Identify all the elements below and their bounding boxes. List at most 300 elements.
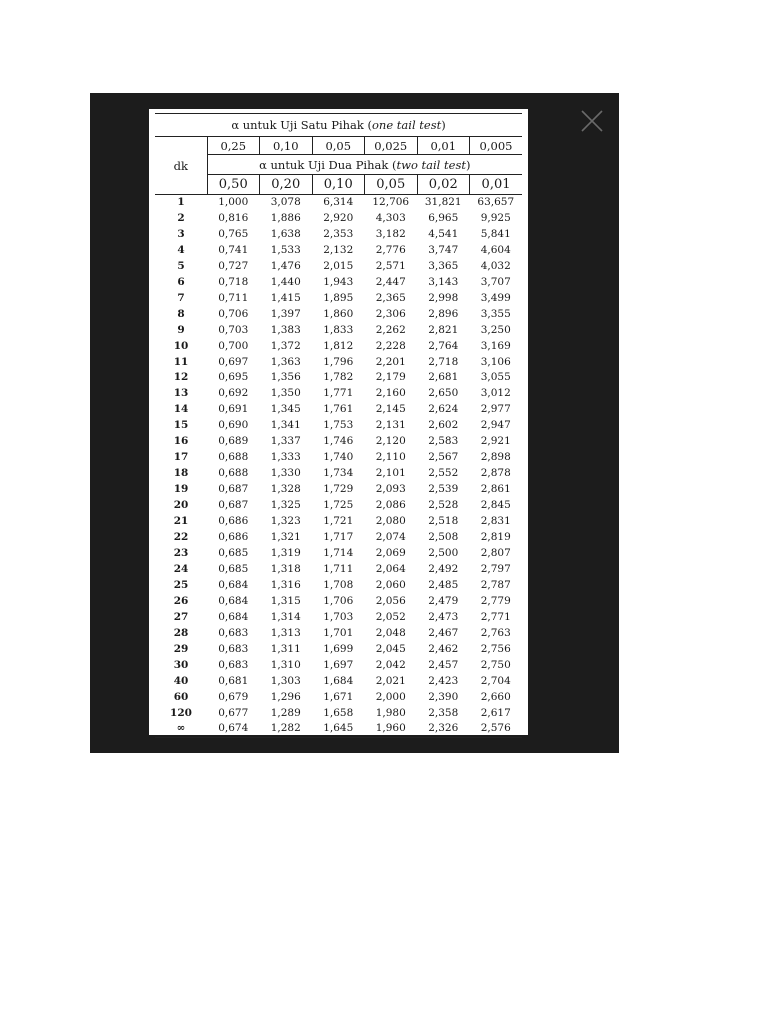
- table-row: [155, 594, 522, 610]
- critical-value: 0,741: [218, 243, 249, 256]
- dk-value: 4: [177, 243, 185, 256]
- two-tail-caption-suffix: ): [465, 157, 471, 172]
- table-row: [155, 690, 522, 706]
- critical-value: 1,311: [270, 642, 301, 655]
- critical-value: 1,980: [375, 706, 406, 719]
- critical-value: 2,080: [375, 515, 406, 528]
- critical-value: 1,363: [270, 355, 301, 368]
- critical-value: 1,330: [270, 467, 301, 480]
- dk-value: 17: [173, 451, 189, 464]
- critical-value: 0,683: [218, 658, 249, 671]
- dk-value: 25: [173, 578, 189, 591]
- critical-value: 2,756: [480, 642, 511, 655]
- dk-value: 20: [173, 499, 189, 512]
- critical-value: 5,841: [480, 227, 511, 240]
- critical-value: 1,282: [260, 721, 313, 737]
- critical-value: 3,078: [270, 196, 301, 208]
- dk-value: 18: [173, 467, 189, 480]
- table-row: [155, 450, 522, 466]
- critical-value: 1,356: [270, 371, 301, 384]
- critical-value: 2,086: [375, 499, 406, 512]
- dk-value: 22: [173, 531, 189, 544]
- critical-value: 3,747: [428, 243, 459, 256]
- t-table-image: [149, 109, 528, 735]
- critical-value: 2,492: [428, 562, 459, 575]
- critical-value: 1,337: [270, 435, 301, 448]
- critical-value: 2,807: [480, 546, 511, 559]
- critical-value: 1,333: [270, 451, 301, 464]
- critical-value: 1,796: [323, 355, 354, 368]
- critical-value: 12,706: [372, 196, 410, 208]
- critical-value: 2,052: [375, 610, 406, 623]
- critical-value: 3,499: [480, 291, 511, 304]
- critical-value: 2,228: [375, 339, 406, 352]
- critical-value: 1,350: [270, 387, 301, 400]
- dk-header: dk: [155, 137, 207, 195]
- critical-value: 2,021: [375, 674, 406, 687]
- critical-value: 2,779: [480, 594, 511, 607]
- critical-value: 2,015: [323, 259, 354, 272]
- table-row: [155, 243, 522, 259]
- table-row: [155, 674, 522, 690]
- dk-value: 3: [177, 227, 185, 240]
- critical-value: 2,358: [428, 706, 459, 719]
- critical-value: 0,690: [218, 419, 249, 432]
- one-tail-alpha: 0,25: [207, 137, 260, 155]
- critical-value: 1,318: [270, 562, 301, 575]
- critical-value: 2,093: [375, 483, 406, 496]
- critical-value: 1,476: [270, 259, 301, 272]
- critical-value: 1,701: [323, 626, 354, 639]
- critical-value: 1,717: [323, 531, 354, 544]
- table-row: [155, 402, 522, 418]
- critical-value: 0,687: [218, 499, 249, 512]
- critical-value: 0,689: [218, 435, 249, 448]
- one-tail-caption: [155, 114, 522, 137]
- critical-value: 2,650: [428, 387, 459, 400]
- critical-value: 2,528: [428, 499, 459, 512]
- critical-value: 0,711: [218, 291, 249, 304]
- critical-value: 2,145: [375, 403, 406, 416]
- two-tail-caption-row: [155, 155, 522, 175]
- critical-value: 1,740: [323, 451, 354, 464]
- critical-value: 3,250: [480, 323, 511, 336]
- two-tail-caption-text: α untuk Uji Dua Pihak (: [259, 157, 397, 172]
- dk-value: 2: [177, 211, 185, 224]
- critical-value: 1,310: [270, 658, 301, 671]
- two-tail-alpha-row: [155, 175, 522, 195]
- dk-value: 40: [173, 674, 189, 687]
- critical-value: 2,447: [375, 275, 406, 288]
- critical-value: 1,314: [270, 610, 301, 623]
- critical-value: 6,965: [428, 211, 459, 224]
- critical-value: 2,131: [375, 419, 406, 432]
- critical-value: 2,262: [375, 323, 406, 336]
- table-row: [155, 195, 522, 211]
- critical-value: 2,120: [375, 435, 406, 448]
- critical-value: 2,467: [428, 626, 459, 639]
- critical-value: 2,718: [428, 355, 459, 368]
- critical-value: 4,032: [480, 259, 511, 272]
- table-row: [155, 482, 522, 498]
- critical-value: 1,753: [323, 419, 354, 432]
- critical-value: 1,533: [270, 243, 301, 256]
- table-row: [155, 355, 522, 371]
- critical-value: 1,415: [270, 291, 301, 304]
- critical-value: 2,896: [428, 307, 459, 320]
- critical-value: 0,685: [218, 546, 249, 559]
- critical-value: 1,699: [323, 642, 354, 655]
- critical-value: 0,681: [218, 674, 249, 687]
- critical-value: 2,977: [480, 403, 511, 416]
- critical-value: 1,711: [323, 562, 354, 575]
- two-tail-alpha: 0,50: [207, 175, 260, 195]
- critical-value: 1,645: [312, 721, 365, 737]
- critical-value: 2,048: [375, 626, 406, 639]
- table-row: [155, 578, 522, 594]
- critical-value: 3,365: [428, 259, 459, 272]
- dk-value: 6: [177, 275, 185, 288]
- dk-value: 15: [173, 419, 189, 432]
- dk-value: 9: [177, 323, 185, 336]
- critical-value: 2,485: [428, 578, 459, 591]
- critical-value: 2,479: [428, 594, 459, 607]
- table-row: [155, 275, 522, 291]
- table-row: [155, 339, 522, 355]
- critical-value: 1,383: [270, 323, 301, 336]
- table-row: [155, 610, 522, 626]
- critical-value: 2,000: [375, 690, 406, 703]
- dk-value: 1: [177, 196, 185, 208]
- two-tail-alpha: 0,01: [470, 175, 523, 195]
- close-icon: [578, 107, 606, 135]
- dk-value: 19: [173, 483, 189, 496]
- critical-value: 1,697: [323, 658, 354, 671]
- critical-value: 1,289: [270, 706, 301, 719]
- critical-value: 2,617: [480, 706, 511, 719]
- critical-value: 3,182: [375, 227, 406, 240]
- table-row: [155, 626, 522, 642]
- two-tail-alpha: 0,05: [365, 175, 418, 195]
- critical-value: 2,110: [375, 451, 406, 464]
- critical-value: 2,390: [428, 690, 459, 703]
- critical-value: 0,703: [218, 323, 249, 336]
- critical-value: 0,687: [218, 483, 249, 496]
- critical-value: 2,064: [375, 562, 406, 575]
- dk-value: 30: [173, 658, 189, 671]
- table-row: [155, 418, 522, 434]
- critical-value: 1,886: [270, 211, 301, 224]
- critical-value: 0,765: [218, 227, 249, 240]
- critical-value: 1,833: [323, 323, 354, 336]
- two-tail-caption-italic: two tail test: [396, 157, 466, 172]
- dk-value: 23: [173, 546, 189, 559]
- critical-value: 2,819: [480, 531, 511, 544]
- critical-value: 0,684: [218, 594, 249, 607]
- critical-value: 2,060: [375, 578, 406, 591]
- critical-value: 1,960: [365, 721, 418, 737]
- table-row: [155, 227, 522, 243]
- critical-value: 3,169: [480, 339, 511, 352]
- critical-value: 1,328: [270, 483, 301, 496]
- dk-value: 13: [173, 387, 189, 400]
- critical-value: 0,683: [218, 626, 249, 639]
- table-body: [155, 195, 522, 738]
- critical-value: 2,771: [480, 610, 511, 623]
- critical-value: 2,457: [428, 658, 459, 671]
- critical-value: 0,686: [218, 531, 249, 544]
- critical-value: 0,677: [218, 706, 249, 719]
- critical-value: 0,718: [218, 275, 249, 288]
- table-row: [155, 514, 522, 530]
- dk-value: 16: [173, 435, 189, 448]
- critical-value: 1,323: [270, 515, 301, 528]
- dk-value: 7: [177, 291, 185, 304]
- critical-value: 0,688: [218, 451, 249, 464]
- one-tail-caption-text: α untuk Uji Satu Pihak (: [231, 118, 372, 132]
- table-row: [155, 466, 522, 482]
- critical-value: 2,821: [428, 323, 459, 336]
- dk-value: 120: [170, 706, 192, 719]
- two-tail-alpha: 0,02: [417, 175, 470, 195]
- critical-value: 2,201: [375, 355, 406, 368]
- critical-value: 2,861: [480, 483, 511, 496]
- critical-value: 1,319: [270, 546, 301, 559]
- critical-value: 0,691: [218, 403, 249, 416]
- critical-value: 0,683: [218, 642, 249, 655]
- critical-value: 1,372: [270, 339, 301, 352]
- critical-value: 0,674: [207, 721, 260, 737]
- critical-value: 2,571: [375, 259, 406, 272]
- critical-value: 1,734: [323, 467, 354, 480]
- critical-value: 2,947: [480, 419, 511, 432]
- t-distribution-table: [155, 113, 522, 738]
- critical-value: 2,306: [375, 307, 406, 320]
- critical-value: 2,473: [428, 610, 459, 623]
- critical-value: 63,657: [477, 196, 515, 208]
- critical-value: 2,518: [428, 515, 459, 528]
- critical-value: 3,106: [480, 355, 511, 368]
- critical-value: 2,787: [480, 578, 511, 591]
- dk-value: 8: [177, 307, 185, 320]
- table-row: [155, 530, 522, 546]
- table-row: [155, 211, 522, 227]
- critical-value: 1,703: [323, 610, 354, 623]
- dk-value: 28: [173, 626, 189, 639]
- critical-value: 1,000: [218, 196, 249, 208]
- dk-value: 60: [173, 690, 189, 703]
- critical-value: 1,708: [323, 578, 354, 591]
- critical-value: 2,179: [375, 371, 406, 384]
- dk-value: ∞: [155, 721, 207, 737]
- critical-value: 2,567: [428, 451, 459, 464]
- critical-value: 2,042: [375, 658, 406, 671]
- critical-value: 2,132: [323, 243, 354, 256]
- critical-value: 1,782: [323, 371, 354, 384]
- two-tail-alpha: 0,20: [260, 175, 313, 195]
- critical-value: 2,160: [375, 387, 406, 400]
- table-row: [155, 307, 522, 323]
- critical-value: 1,638: [270, 227, 301, 240]
- table-row: [155, 259, 522, 275]
- critical-value: 2,074: [375, 531, 406, 544]
- critical-value: 4,541: [428, 227, 459, 240]
- one-tail-alpha: 0,05: [312, 137, 365, 155]
- critical-value: 0,686: [218, 515, 249, 528]
- critical-value: 2,831: [480, 515, 511, 528]
- critical-value: 6,314: [323, 196, 354, 208]
- dk-value: 26: [173, 594, 189, 607]
- dk-value: 10: [173, 339, 189, 352]
- critical-value: 0,697: [218, 355, 249, 368]
- critical-value: 2,602: [428, 419, 459, 432]
- critical-value: 1,321: [270, 531, 301, 544]
- critical-value: 0,706: [218, 307, 249, 320]
- critical-value: 0,700: [218, 339, 249, 352]
- critical-value: 1,325: [270, 499, 301, 512]
- critical-value: 2,508: [428, 531, 459, 544]
- critical-value: 0,688: [218, 467, 249, 480]
- critical-value: 2,776: [375, 243, 406, 256]
- critical-value: 2,576: [470, 721, 523, 737]
- critical-value: 1,721: [323, 515, 354, 528]
- critical-value: 0,816: [218, 211, 249, 224]
- critical-value: 1,761: [323, 403, 354, 416]
- one-tail-caption-suffix: ): [441, 118, 446, 132]
- table-row: [155, 546, 522, 562]
- critical-value: 1,658: [323, 706, 354, 719]
- critical-value: 1,315: [270, 594, 301, 607]
- critical-value: 2,365: [375, 291, 406, 304]
- one-tail-alpha: 0,025: [365, 137, 418, 155]
- critical-value: 1,313: [270, 626, 301, 639]
- critical-value: 3,143: [428, 275, 459, 288]
- dk-value: 5: [177, 259, 185, 272]
- critical-value: 0,727: [218, 259, 249, 272]
- dk-value: 29: [173, 642, 189, 655]
- table-row: [155, 706, 522, 722]
- two-tail-alpha: 0,10: [312, 175, 365, 195]
- critical-value: 1,943: [323, 275, 354, 288]
- table-row: [155, 434, 522, 450]
- critical-value: 2,101: [375, 467, 406, 480]
- table-row: [155, 721, 522, 737]
- critical-value: 2,797: [480, 562, 511, 575]
- critical-value: 1,714: [323, 546, 354, 559]
- critical-value: 2,624: [428, 403, 459, 416]
- close-button[interactable]: [578, 107, 606, 135]
- dk-value: 14: [173, 403, 189, 416]
- table-row: [155, 642, 522, 658]
- critical-value: 2,845: [480, 499, 511, 512]
- critical-value: 2,898: [480, 451, 511, 464]
- table-row: [155, 323, 522, 339]
- critical-value: 1,440: [270, 275, 301, 288]
- two-tail-caption: [207, 155, 522, 175]
- critical-value: 3,012: [480, 387, 511, 400]
- critical-value: 9,925: [480, 211, 511, 224]
- critical-value: 2,462: [428, 642, 459, 655]
- table-row: [155, 498, 522, 514]
- critical-value: 2,423: [428, 674, 459, 687]
- critical-value: 2,583: [428, 435, 459, 448]
- critical-value: 2,353: [323, 227, 354, 240]
- critical-value: 2,764: [428, 339, 459, 352]
- critical-value: 0,684: [218, 610, 249, 623]
- critical-value: 0,692: [218, 387, 249, 400]
- critical-value: 0,684: [218, 578, 249, 591]
- dk-value: 24: [173, 562, 189, 575]
- critical-value: 1,671: [323, 690, 354, 703]
- one-tail-caption-row: [155, 114, 522, 137]
- critical-value: 1,729: [323, 483, 354, 496]
- critical-value: 4,303: [375, 211, 406, 224]
- table-row: [155, 370, 522, 386]
- dk-value: 27: [173, 610, 189, 623]
- critical-value: 3,707: [480, 275, 511, 288]
- table-row: [155, 386, 522, 402]
- critical-value: 2,763: [480, 626, 511, 639]
- critical-value: 2,056: [375, 594, 406, 607]
- critical-value: 2,921: [480, 435, 511, 448]
- critical-value: 2,326: [417, 721, 470, 737]
- dk-value: 11: [173, 355, 189, 368]
- critical-value: 2,920: [323, 211, 354, 224]
- critical-value: 2,704: [480, 674, 511, 687]
- critical-value: 1,812: [323, 339, 354, 352]
- critical-value: 1,860: [323, 307, 354, 320]
- critical-value: 1,771: [323, 387, 354, 400]
- critical-value: 0,685: [218, 562, 249, 575]
- critical-value: 3,055: [480, 371, 511, 384]
- dk-value: 21: [173, 515, 189, 528]
- critical-value: 31,821: [424, 196, 462, 208]
- one-tail-alpha: 0,10: [260, 137, 313, 155]
- critical-value: 1,341: [270, 419, 301, 432]
- table-row: [155, 562, 522, 578]
- critical-value: 1,746: [323, 435, 354, 448]
- critical-value: 1,345: [270, 403, 301, 416]
- critical-value: 2,045: [375, 642, 406, 655]
- one-tail-caption-italic: one tail test: [372, 118, 442, 132]
- critical-value: 0,695: [218, 371, 249, 384]
- one-tail-alpha: 0,01: [417, 137, 470, 155]
- critical-value: 2,552: [428, 467, 459, 480]
- critical-value: 1,296: [270, 690, 301, 703]
- critical-value: 3,355: [480, 307, 511, 320]
- critical-value: 1,303: [270, 674, 301, 687]
- dk-value: 12: [173, 371, 189, 384]
- critical-value: 1,684: [323, 674, 354, 687]
- critical-value: 1,895: [323, 291, 354, 304]
- table-row: [155, 658, 522, 674]
- critical-value: 2,878: [480, 467, 511, 480]
- critical-value: 2,660: [480, 690, 511, 703]
- critical-value: 1,706: [323, 594, 354, 607]
- critical-value: 2,681: [428, 371, 459, 384]
- critical-value: 0,679: [218, 690, 249, 703]
- one-tail-alpha-row: [155, 137, 522, 155]
- critical-value: 4,604: [480, 243, 511, 256]
- critical-value: 2,750: [480, 658, 511, 671]
- critical-value: 1,725: [323, 499, 354, 512]
- critical-value: 2,069: [375, 546, 406, 559]
- critical-value: 2,998: [428, 291, 459, 304]
- critical-value: 1,397: [270, 307, 301, 320]
- one-tail-alpha: 0,005: [470, 137, 523, 155]
- critical-value: 2,500: [428, 546, 459, 559]
- table-row: [155, 291, 522, 307]
